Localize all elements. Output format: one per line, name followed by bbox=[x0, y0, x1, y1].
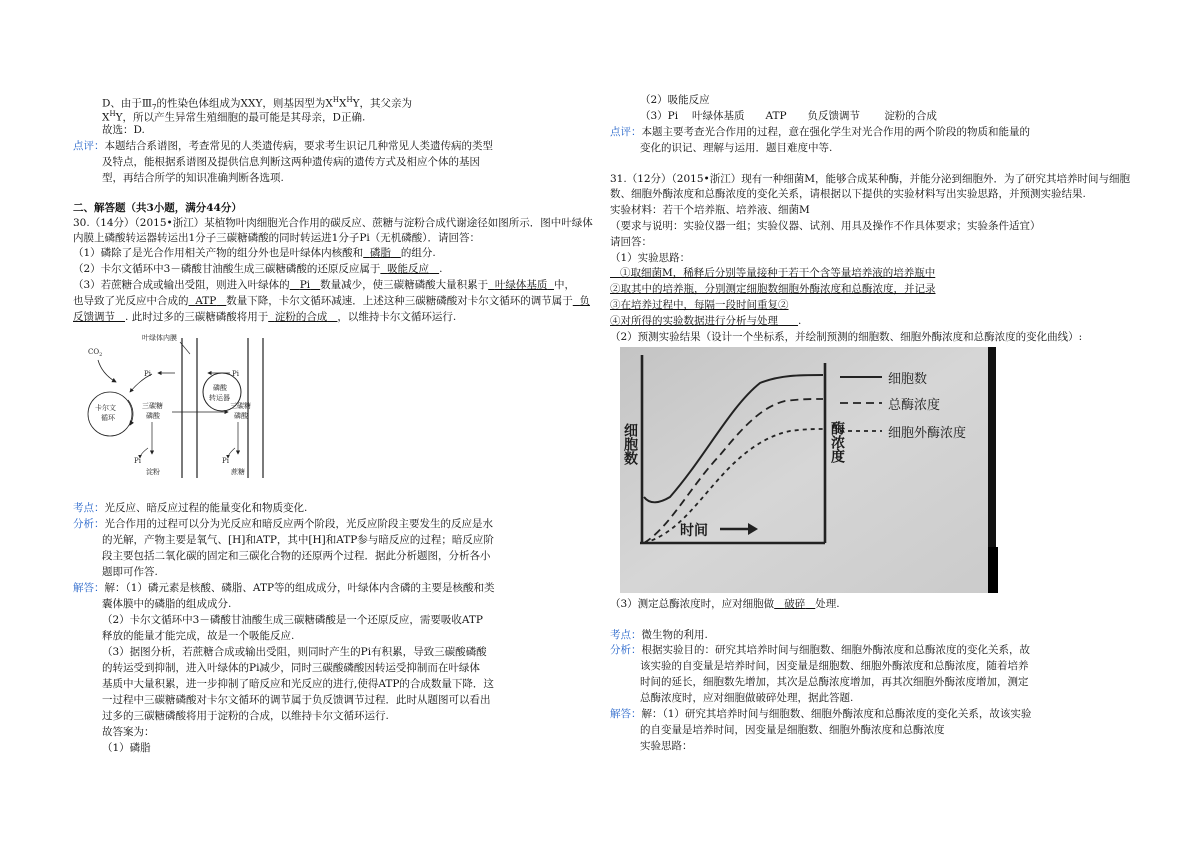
answer-30-line2: 囊体膜中的磷脂的组成成分. bbox=[102, 598, 232, 610]
option-d-line1: D、由于$Ⅲ_7$的性染色体组成为XXY，则基因型为$X^HX^HY$，其父亲为 bbox=[102, 96, 413, 112]
q31-part3: （3）测定总酶浓度时，应对细胞做 破碎 处理. bbox=[610, 598, 840, 610]
answer-blank: 破碎 bbox=[784, 598, 806, 610]
analysis-30-line2: 的光解，产物主要是氧气、[H]和ATP，其中[H]和ATP参与暗反应的过程；暗反应阶 bbox=[102, 534, 494, 546]
graph-background bbox=[620, 347, 990, 593]
section-heading: 二、解答题（共3小题，满分44分） bbox=[73, 202, 242, 214]
sucrose-label: 蔗糖 bbox=[231, 468, 245, 476]
q31-line5: 请回答： bbox=[610, 236, 652, 248]
answer-30-cont-line2: （3）Pi 叶绿体基质 ATP 负反馈调节 淀粉的合成 bbox=[640, 110, 937, 122]
q30-line4: （2）卡尔文循环中3－磷酸甘油酸生成三碳糖磷酸的还原反应属于 吸能反应 . bbox=[73, 263, 443, 275]
step-2: ②取其中的培养瓶，分别测定细胞数细胞外酶浓度和总酶浓度，并记录 bbox=[610, 283, 936, 295]
exam-point-31: 考点：微生物的利用. bbox=[610, 629, 708, 641]
answer-30-line1: 解答：解：（1）磷元素是核酸、磷脂、ATP等的组成成分，叶绿体内含磷的主要是核酸和类 bbox=[73, 582, 495, 594]
answer-30-cont-line1: （2）吸能反应 bbox=[640, 94, 710, 106]
membrane-label: 叶绿体内膜 bbox=[142, 334, 177, 342]
answer-blank: ATP bbox=[195, 295, 217, 307]
q30-line2: 内膜上磷酸转运器转运出1分子三碳糖磷酸的同时转运进1分子Pi（无机磷酸）．请回答： bbox=[73, 232, 481, 244]
legend-total-enzyme: 总酶浓度 bbox=[888, 398, 941, 413]
calvin-label: 卡尔文 bbox=[95, 404, 116, 412]
co2-label: $CO_2$ bbox=[88, 348, 103, 358]
review-tag: 点评： bbox=[73, 140, 105, 152]
answer-blank: 淀粉的合成 bbox=[274, 311, 328, 323]
q31-line1: 31.（12分）（2015•浙江）现有一种细菌M，能够合成某种酶，并能分泌到细胞外．为了研究其培养时间与细胞 bbox=[610, 173, 1130, 185]
legend-cell-count: 细胞数 bbox=[888, 372, 928, 387]
analysis-31-line3: 时间的延长，细胞数先增加，其次是总酶浓度增加，再其次细胞外酶浓度增加，测定 bbox=[640, 676, 1029, 688]
answer-30-line5: （3）据图分析，若蔗糖合成或输出受阻，则同时产生的Pi有积累，导致三碳酸磷酸 bbox=[102, 646, 487, 658]
answer-blank: Pi bbox=[299, 279, 311, 291]
review-1-line3: 型，再结合所学的知识准确判断各选项. bbox=[102, 172, 284, 184]
review-1-line2: 及特点，能根据系谱图及提供信息判断这两种遗传病的遗传方式及相应个体的基因 bbox=[102, 156, 480, 168]
answer-31-line1: 解答：解：（1）研究其培养时间与细胞数、细胞外酶浓度和总酶浓度的变化关系，故该实验 bbox=[610, 708, 1032, 720]
svg-text:磷酸: 磷酸 bbox=[146, 412, 160, 420]
analysis-31-line4: 总酶浓度时，应对细胞做破碎处理，据此答题. bbox=[640, 692, 854, 704]
answer-30-line6: 的转运受到抑制，进入叶绿体的Pi减少，同时三碳酸磷酸因转运受抑制而在叶绿体 bbox=[102, 662, 480, 674]
analysis-31-line2: 该实验的自变量是培养时间，因变量是细胞数、细胞外酶浓度和总酶浓度，随着培养 bbox=[640, 660, 1029, 672]
q30-line3: （1）磷除了是光合作用相关产物的组分外也是叶绿体内核酸和 磷脂 的组分. bbox=[73, 247, 436, 259]
x-axis-label: 时间 bbox=[680, 523, 708, 539]
answer-30-line11: （1）磷脂 bbox=[102, 742, 151, 754]
answer-30-line7: 基质中大量积累，进一步抑制了暗反应和光反应的进行,使得ATP的合成数量下降．这 bbox=[102, 678, 494, 690]
review-2-line2: 变化的识记、理解与运用．题目难度中等. bbox=[640, 142, 833, 154]
q30-line5: （3）若蔗糖合成或输出受阻，则进入叶绿体的 Pi 数量减少，使三碳糖磷酸大量积累于 叶绿体基质 中， bbox=[73, 279, 576, 291]
analysis-30-line4: 题即可作答. bbox=[102, 566, 158, 578]
legend-extracellular-enzyme: 细胞外酶浓度 bbox=[888, 426, 967, 441]
analysis-30-line1: 分析：光合作用的过程可以分为光反应和暗反应两个阶段，光反应阶段主要发生的反应是水 bbox=[73, 518, 493, 530]
answer-30-line10: 故答案为： bbox=[102, 726, 155, 738]
prediction-graph bbox=[620, 347, 998, 593]
review-2-line1: 点评：本题主要考查光合作用的过程，意在强化学生对光合作用的两个阶段的物质和能量的 bbox=[610, 126, 1030, 138]
svg-text:磷酸: 磷酸 bbox=[213, 384, 227, 392]
pi-bottom-right: Pi bbox=[222, 457, 229, 465]
answer-blank: 磷脂 bbox=[369, 247, 391, 259]
q31-line7: （2）预测实验结果（设计一个坐标系，并绘制预测的细胞数、细胞外酶浓度和总酶浓度的变化曲线）: bbox=[610, 331, 1083, 343]
q31-line6: （1）实验思路： bbox=[610, 252, 691, 264]
starch-label: 淀粉 bbox=[146, 468, 160, 476]
exam-point-30: 考点：光反应、暗反应过程的能量变化和物质变化. bbox=[73, 502, 308, 514]
svg-text:磷酸: 磷酸 bbox=[234, 412, 248, 420]
tcp-right-label: 三碳糖 bbox=[230, 402, 251, 410]
q30-line7: 反馈调节 . 此时过多的三碳糖磷酸将用于 淀粉的合成 ，以维持卡尔文循环运行. bbox=[73, 311, 457, 323]
pi-left-label: Pi bbox=[144, 370, 151, 378]
step-3: ③在培养过程中，每隔一段时间重复② bbox=[610, 299, 789, 311]
answer-blank: 吸能反应 bbox=[387, 263, 430, 275]
y-axis-label-right: 酶浓度 bbox=[829, 421, 845, 463]
answer-30-line3: （2）卡尔文循环中3－磷酸甘油酸生成三碳糖磷酸是一个还原反应，需要吸收ATP bbox=[102, 614, 483, 626]
review-1-line1: 点评：本题结合系谱图，考查常见的人类遗传病，要求考生识记几种常见人类遗传病的类型 bbox=[73, 140, 493, 152]
svg-text:循环: 循环 bbox=[101, 414, 115, 422]
co2-arrow bbox=[98, 360, 116, 382]
chloroplast-pathway-diagram bbox=[80, 330, 280, 480]
answer-30-line4: 释放的能量才能完成，故是一个吸能反应. bbox=[102, 630, 295, 642]
tcp-left-label: 三碳糖 bbox=[142, 402, 163, 410]
answer-31-line3: 实验思路： bbox=[640, 740, 693, 752]
q30-line1: 30.（14分）（2015•浙江）某植物叶肉细胞光合作用的碳反应、蔗糖与淀粉合成代谢途径如图所示．图中叶绿体 bbox=[73, 217, 593, 229]
step-4: ④对所得的实验数据进行分析与处理 . bbox=[610, 315, 802, 327]
q31-line4: （要求与说明：实验仪器一组；实验仪器、试剂、用具及操作不作具体要求；实验条件适宜） bbox=[610, 220, 1041, 232]
answer-blank: 反馈调节 bbox=[73, 311, 115, 323]
analysis-31-line1: 分析：根据实验目的：研究其培养时间与细胞数、细胞外酶浓度和总酶浓度的变化关系，故 bbox=[610, 644, 1030, 656]
pi-bottom-left: Pi bbox=[134, 457, 141, 465]
analysis-30-line3: 段主要包括二氧化碳的固定和三碳化合物的还原两个过程．据此分析题图，分析各小 bbox=[102, 550, 491, 562]
y-axis-label-left: 细胞数 bbox=[622, 423, 638, 465]
answer-30-line9: 过多的三碳糖磷酸将用于淀粉的合成，以维持卡尔文循环运行. bbox=[102, 710, 389, 722]
q31-line2: 数、细胞外酶浓度和总酶浓度的变化关系，请根据以下提供的实验材料写出实验思路，并预测实验结果. bbox=[610, 188, 1086, 200]
answer-blank: 负 bbox=[579, 295, 590, 307]
q31-line3: 实验材料：若干个培养瓶、培养液、细菌M bbox=[610, 204, 810, 216]
answer-blank: 叶绿体基质 bbox=[494, 279, 548, 291]
step-1: ①取细菌M，稀释后分别等量接种于若干个含等量培养液的培养瓶中 bbox=[620, 267, 936, 279]
answer-31-line2: 的自变量是培养时间，因变量是细胞数、细胞外酶浓度和总酶浓度 bbox=[640, 724, 945, 736]
svg-text:转运器: 转运器 bbox=[209, 394, 230, 402]
pi-right-label: Pi bbox=[232, 370, 239, 378]
choice-answer: 故选：D. bbox=[102, 124, 145, 136]
q30-line6: 也导致了光反应中合成的 ATP 数量下降，卡尔文循环减速．上述这种三碳糖磷酸对卡尔文循环的调节属于 负 bbox=[73, 295, 590, 307]
option-d-line2: $X^HY$，所以产生异常生殖细胞的最可能是其母亲，D正确. bbox=[102, 110, 366, 124]
answer-30-line8: 一过程中三碳糖磷酸对卡尔文循环的调节属于负反馈调节过程．此时从题图可以看出 bbox=[102, 694, 491, 706]
